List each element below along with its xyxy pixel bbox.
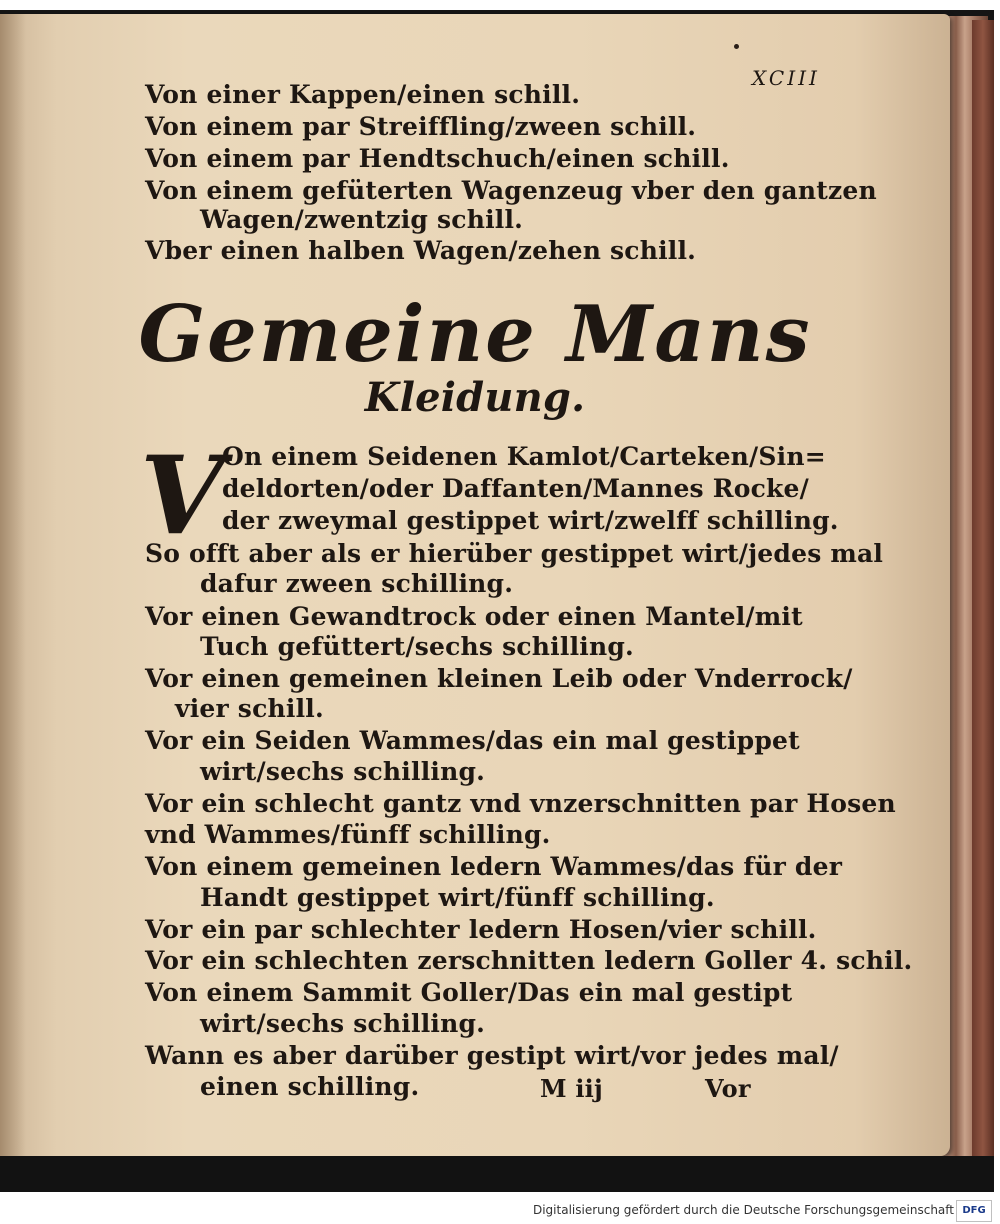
- folio-number: XCIII: [752, 66, 820, 90]
- section-heading: Gemeine Mans: [138, 289, 812, 380]
- gutter-shadow: [0, 14, 26, 1156]
- body-line: Vor ein Seiden Wammes/das ein mal gestippet: [145, 726, 800, 755]
- body-line: Vor ein schlechten zerschnitten ledern Goller 4. schil.: [145, 946, 913, 975]
- body-line: dafur zween schilling.: [200, 569, 514, 598]
- body-line: On einem Seidenen Kamlot/Carteken/Sin=: [222, 442, 826, 471]
- catchword: Vor: [705, 1074, 751, 1103]
- top-line: Von einem par Hendtschuch/einen schill.: [145, 144, 730, 173]
- body-line: wirt/sechs schilling.: [200, 1009, 486, 1038]
- top-line: Von einem gefüterten Wagenzeug vber den gantzen: [145, 176, 877, 205]
- body-line: deldorten/oder Daffanten/Mannes Rocke/: [222, 474, 809, 503]
- body-line: Vor ein par schlechter ledern Hosen/vier schill.: [145, 915, 817, 944]
- signature-mark: M iij: [540, 1074, 603, 1103]
- body-line: einen schilling.: [200, 1072, 420, 1101]
- scan-bottom-background: [0, 1156, 994, 1192]
- top-line: Wagen/zwentzig schill.: [200, 205, 524, 234]
- body-line: Von einem gemeinen ledern Wammes/das für der: [145, 852, 843, 881]
- scan-frame: [0, 10, 994, 1192]
- top-line: Von einer Kappen/einen schill.: [145, 80, 581, 109]
- section-subheading: Kleidung.: [364, 374, 586, 421]
- body-line: vnd Wammes/fünff schilling.: [145, 820, 551, 849]
- dfg-logo[interactable]: DFG: [956, 1200, 992, 1222]
- body-line: Vor einen gemeinen kleinen Leib oder Vnderrock/: [145, 664, 853, 693]
- body-line: wirt/sechs schilling.: [200, 757, 486, 786]
- top-line: Vber einen halben Wagen/zehen schill.: [145, 236, 697, 265]
- body-line: Tuch gefüttert/sechs schilling.: [200, 632, 634, 661]
- book-page: [0, 14, 950, 1156]
- viewer-footer: [0, 1198, 996, 1224]
- funding-credit: Digitalisierung gefördert durch die Deutsche Forschungsgemeinschaft: [532, 1203, 954, 1217]
- book-cover-edge: [972, 20, 994, 1170]
- body-line: Vor einen Gewandtrock oder einen Mantel/mit: [145, 602, 803, 631]
- top-line: Von einem par Streiffling/zween schill.: [145, 112, 697, 141]
- body-line: So offt aber als er hierüber gestippet wirt/jedes mal: [145, 539, 884, 568]
- body-line: Handt gestippet wirt/fünff schilling.: [200, 883, 715, 912]
- body-line: Vor ein schlecht gantz vnd vnzerschnitten par Hosen: [145, 789, 896, 818]
- body-line: Von einem Sammit Goller/Das ein mal gestipt: [145, 978, 793, 1007]
- body-line: vier schill.: [175, 694, 324, 723]
- ink-spot: [734, 44, 739, 49]
- drop-cap: V: [140, 433, 224, 559]
- body-line: der zweymal gestippet wirt/zwelff schilling.: [222, 506, 839, 535]
- body-line: Wann es aber darüber gestipt wirt/vor jedes mal/: [145, 1041, 839, 1070]
